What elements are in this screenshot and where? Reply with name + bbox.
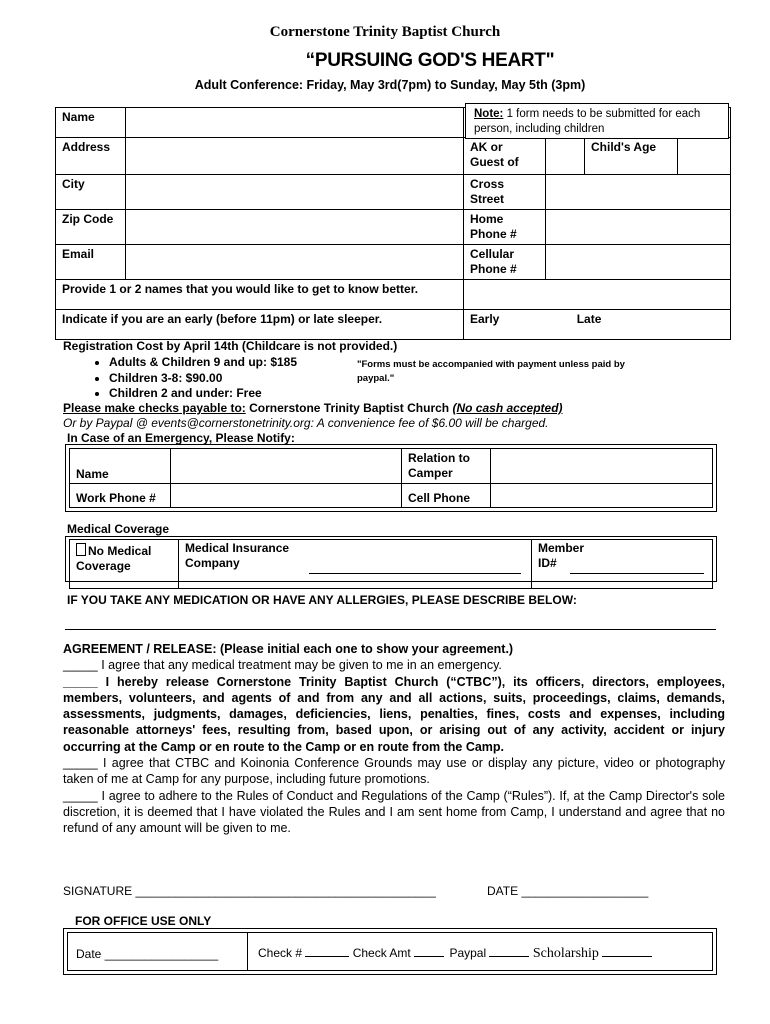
check-number-label: Check #	[258, 946, 303, 960]
insurance-label: Medical Insurance Company	[185, 541, 290, 570]
initial-blank[interactable]: _____	[63, 788, 98, 803]
know-better-label: Provide 1 or 2 names that you would like to get to know better.	[56, 280, 464, 310]
office-payment-cell[interactable]	[248, 933, 712, 970]
initial-blank[interactable]: _____	[63, 658, 98, 673]
insurance-line[interactable]	[309, 563, 521, 574]
cell-phone-label: Cellular Phone #	[464, 245, 546, 280]
member-id-cell[interactable]	[532, 540, 713, 589]
zip-label: Zip Code	[56, 210, 126, 245]
home-phone-field[interactable]	[546, 210, 731, 245]
agreement-item	[63, 788, 725, 837]
name-field[interactable]	[126, 108, 464, 138]
relation-field[interactable]	[491, 449, 713, 484]
emergency-heading: In Case of an Emergency, Please Notify:	[67, 431, 295, 445]
cost-item: • Children 3-8: $90.00	[109, 371, 297, 387]
ak-guest-label: AK or Guest of	[464, 138, 546, 175]
page-title: “PURSUING GOD'S HEART"	[305, 50, 555, 71]
medical-frame	[65, 536, 717, 582]
sleeper-label: Indicate if you are an early (before 11pm) or late sleeper.	[56, 310, 464, 340]
home-phone-label: Home Phone #	[464, 210, 546, 245]
member-id-line[interactable]	[570, 563, 704, 574]
cost-item: • Adults & Children 9 and up: $185	[109, 355, 297, 371]
registration-table	[55, 107, 731, 340]
city-label: City	[56, 175, 126, 210]
date-line[interactable]	[487, 884, 648, 898]
cross-street-label: Cross Street	[464, 175, 546, 210]
emergency-name-field[interactable]	[171, 449, 402, 484]
no-coverage-checkbox[interactable]	[76, 543, 86, 556]
no-coverage-label: No Medical Coverage	[76, 544, 152, 573]
paypal-label: Paypal	[449, 946, 487, 960]
agreement-section	[63, 641, 725, 837]
scholarship-label: Scholarship	[532, 946, 599, 961]
initial-blank[interactable]: _____	[63, 756, 98, 771]
member-id-label: Member ID#	[538, 541, 585, 570]
agreement-text: I agree that CTBC and Koinonia Conference Grounds may use or display any picture, video or photography taken of me at Camp for any purpose, including future promotions.	[63, 756, 725, 787]
date-label: DATE	[487, 884, 519, 898]
check-number-line[interactable]	[305, 946, 349, 957]
cost-list	[65, 355, 297, 402]
agreement-text: I agree to adhere to the Rules of Conduct and Regulations of the Camp (“Rules”). If, at the Camp Director's sole discretion, it is deemed that I have violated the Rules and I am sent home from Camp, I understand and agree that no refund of any amount will be given to me.	[63, 788, 725, 836]
checks-line	[63, 401, 563, 415]
agreement-item	[63, 755, 725, 788]
date-blank[interactable]: ___________________	[518, 884, 649, 898]
paypal-line[interactable]	[489, 946, 529, 957]
agreement-item	[63, 657, 725, 673]
signature-label: SIGNATURE	[63, 884, 133, 898]
guest-of-field[interactable]	[546, 138, 585, 174]
emergency-cell-field[interactable]	[491, 484, 713, 508]
office-frame	[63, 928, 717, 975]
medical-table	[69, 539, 713, 589]
initial-blank[interactable]: _____	[63, 674, 98, 689]
conference-dates: Adult Conference: Friday, May 3rd(7pm) to Sunday, May 5th (3pm)	[194, 78, 586, 92]
payment-note: "Forms must be accompanied with payment unless paid by paypal."	[357, 359, 625, 384]
medication-line[interactable]	[65, 629, 716, 630]
no-cash-note: (No cash accepted)	[452, 401, 563, 415]
medical-heading: Medical Coverage	[67, 522, 170, 536]
email-field[interactable]	[126, 245, 464, 280]
cost-heading: Registration Cost by April 14th (Childcare is not provided.)	[63, 339, 398, 353]
note-text: 1 form needs to be submitted for each person, including children	[474, 108, 701, 135]
address-label: Address	[56, 138, 126, 175]
church-name: Cornerstone Trinity Baptist Church	[269, 24, 501, 40]
office-date-cell[interactable]	[68, 933, 248, 970]
signature-line[interactable]	[63, 884, 436, 898]
note-box	[465, 103, 729, 139]
work-phone-label: Work Phone #	[70, 484, 171, 508]
relation-label: Relation to Camper	[402, 449, 491, 484]
emergency-frame	[65, 444, 717, 512]
office-heading: FOR OFFICE USE ONLY	[75, 914, 212, 928]
cost-item: • Children 2 and under: Free	[109, 386, 297, 402]
checks-label: Please make checks payable to:	[63, 401, 246, 415]
work-phone-field[interactable]	[171, 484, 402, 508]
paypal-note: Or by Paypal @ events@cornerstonetrinity.org: A convenience fee of $6.00 will be charged.	[63, 416, 549, 430]
emergency-cell-label: Cell Phone	[402, 484, 491, 508]
late-option[interactable]: Late	[576, 312, 602, 326]
signature-blank[interactable]: _____________________________________________	[132, 884, 436, 898]
scholarship-line[interactable]	[602, 946, 652, 957]
office-date-blank[interactable]: _________________	[101, 947, 219, 961]
cross-street-field[interactable]	[546, 175, 731, 210]
agreement-heading: AGREEMENT / RELEASE: (Please initial each one to show your agreement.)	[63, 642, 514, 656]
sleeper-options[interactable]	[464, 310, 731, 340]
address-field[interactable]	[126, 138, 464, 175]
office-date-label: Date	[76, 947, 102, 961]
emergency-name-label: Name	[70, 449, 171, 484]
check-amount-line[interactable]	[414, 946, 444, 957]
zip-field[interactable]	[126, 210, 464, 245]
early-option[interactable]: Early	[470, 312, 500, 326]
insurance-cell[interactable]	[179, 540, 532, 589]
agreement-text: I agree that any medical treatment may be given to me in an emergency.	[97, 658, 502, 673]
email-label: Email	[56, 245, 126, 280]
office-table	[67, 932, 713, 971]
name-label: Name	[56, 108, 126, 138]
no-coverage-cell[interactable]	[70, 540, 179, 589]
checks-payee: Cornerstone Trinity Baptist Church	[245, 401, 453, 415]
childs-age-label: Child's Age	[591, 140, 657, 154]
agreement-text: I hereby release Cornerstone Trinity Baptist Church (“CTBC”), its officers, directors, employees, members, volunteers, and agents of and from any and all actions, suits, proceedings, claims, demands, assessments, judgments, damages, deficiencies, liens, penalties, fines, costs and expenses, including reasonable attorneys' fees, resulting from, based upon, or arising out of any activity, accident or injury occurring at the Camp or en route to the Camp or en route from the Camp.	[63, 674, 725, 754]
medication-prompt: IF YOU TAKE ANY MEDICATION OR HAVE ANY ALLERGIES, PLEASE DESCRIBE BELOW:	[67, 593, 577, 607]
agreement-item	[63, 674, 725, 755]
guest-age-cell	[546, 138, 731, 175]
city-field[interactable]	[126, 175, 464, 210]
note-label: Note:	[474, 108, 504, 120]
know-better-field[interactable]	[464, 280, 731, 310]
check-amount-label: Check Amt	[352, 946, 411, 960]
emergency-table	[69, 448, 713, 508]
cell-phone-field[interactable]	[546, 245, 731, 280]
childs-age-field[interactable]	[677, 138, 730, 174]
